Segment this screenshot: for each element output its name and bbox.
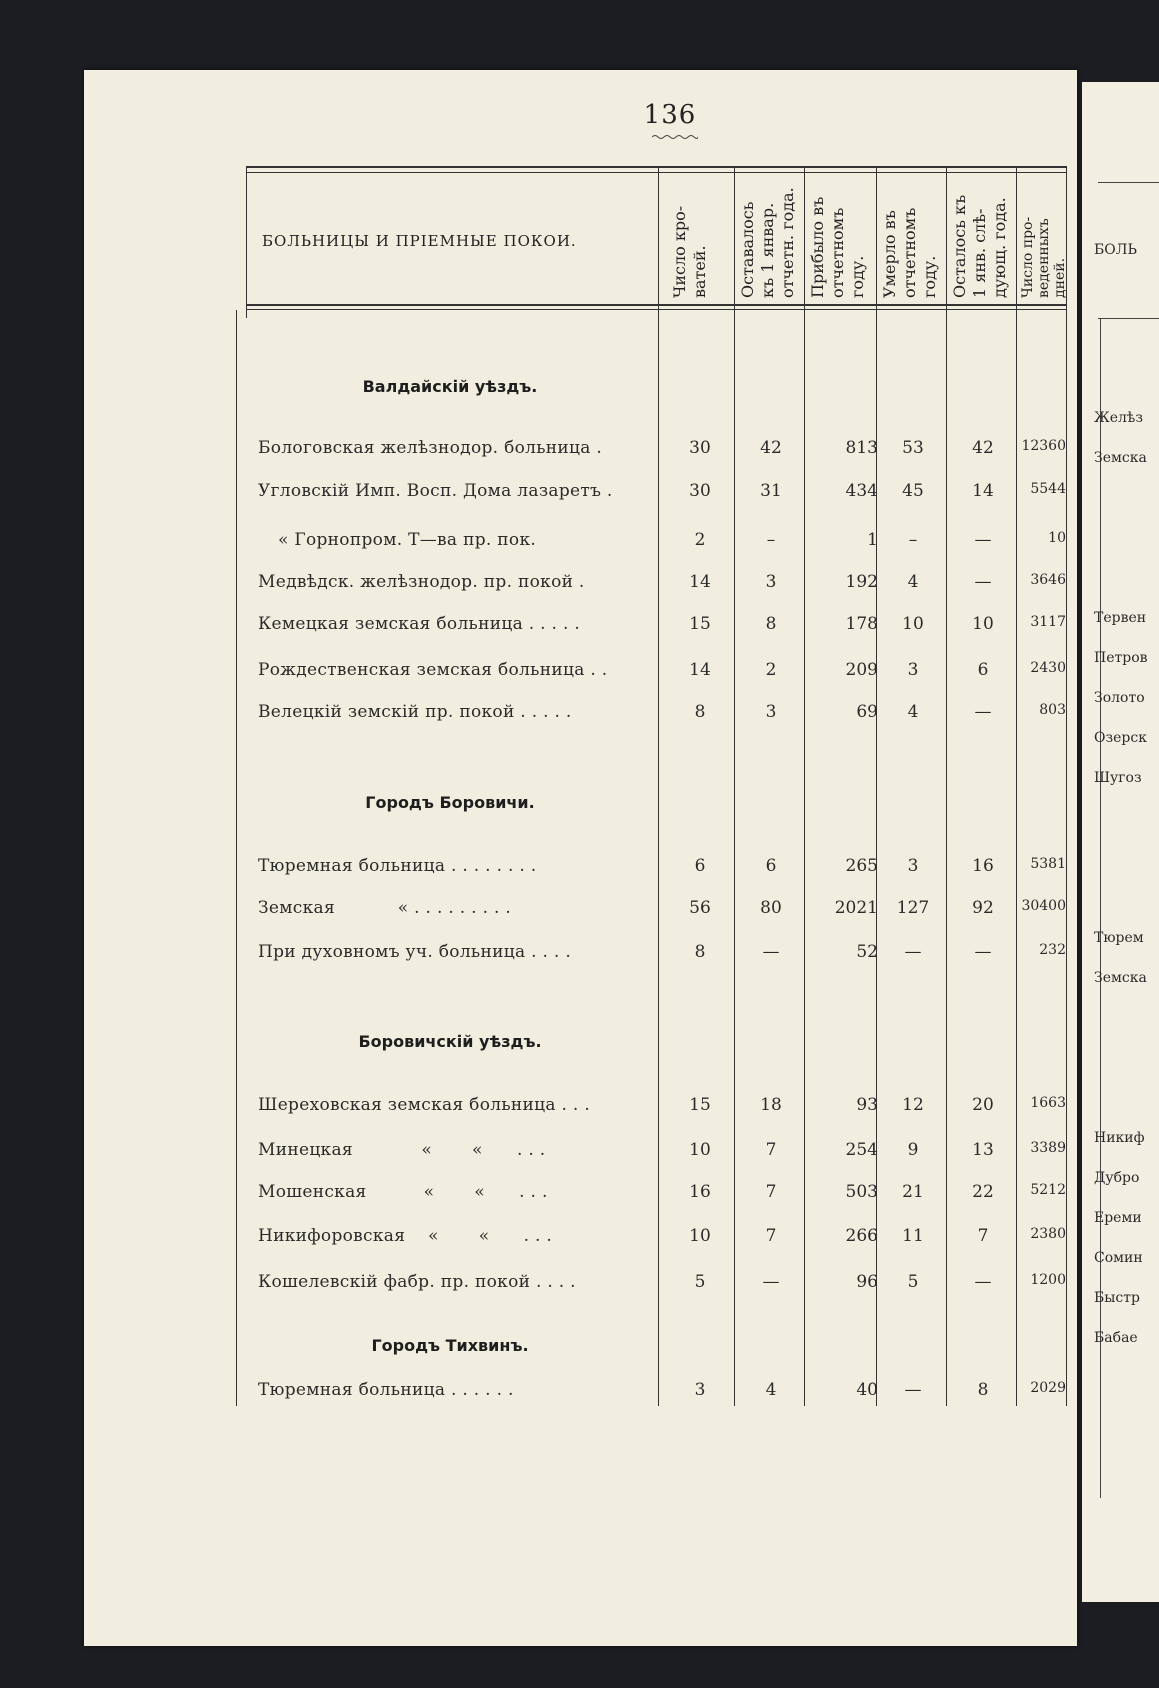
died-cell: – xyxy=(908,530,918,550)
table-row xyxy=(0,1140,1159,1170)
died-cell: 3 xyxy=(907,856,919,876)
days-cell: 3117 xyxy=(1030,614,1066,630)
days-cell: 12360 xyxy=(1021,438,1066,454)
remained-cell: 4 xyxy=(765,1380,777,1400)
days-cell: 5381 xyxy=(1030,856,1066,872)
left-cell: 42 xyxy=(972,438,994,458)
table-row xyxy=(0,942,1159,972)
arrived-cell: 52 xyxy=(856,942,878,962)
column-rule xyxy=(734,166,735,1406)
died-cell: 12 xyxy=(902,1095,924,1115)
died-cell: 3 xyxy=(907,660,919,680)
table-row xyxy=(0,1272,1159,1302)
remained-cell: 42 xyxy=(760,438,782,458)
column-header-died xyxy=(880,174,940,298)
remained-cell: 31 xyxy=(760,481,782,501)
arrived-cell: 96 xyxy=(856,1272,878,1292)
arrived-cell: 266 xyxy=(845,1226,878,1246)
remained-cell: 7 xyxy=(765,1182,777,1202)
left-cell: 20 xyxy=(972,1095,994,1115)
left-cell: — xyxy=(974,1272,992,1292)
adjacent-header: БОЛЬ xyxy=(1094,242,1137,258)
table-top-rule xyxy=(246,166,1066,168)
column-rule xyxy=(804,166,805,1406)
days-cell: 2380 xyxy=(1030,1226,1066,1242)
beds-cell: 30 xyxy=(689,438,711,458)
days-cell: 803 xyxy=(1039,702,1066,718)
section-title: Городъ Тихвинъ. xyxy=(371,1336,529,1355)
beds-cell: 30 xyxy=(689,481,711,501)
table-left-rule xyxy=(246,166,247,318)
hospital-name: Никифоровская « « . . . xyxy=(258,1226,553,1246)
column-header-remained-text: Оставалось къ 1 январ. отчетн. года. xyxy=(738,187,797,298)
hospital-name: Медвѣдск. желѣзнодор. пр. покой . xyxy=(258,572,585,592)
days-cell: 2430 xyxy=(1030,660,1066,676)
beds-cell: 8 xyxy=(694,702,706,722)
arrived-cell: 40 xyxy=(856,1380,878,1400)
header-bottom-rule xyxy=(246,304,1066,306)
hospital-name: Кемецкая земская больница . . . . . xyxy=(258,614,581,634)
remained-cell: — xyxy=(762,1272,780,1292)
died-cell: 21 xyxy=(902,1182,924,1202)
beds-cell: 6 xyxy=(694,856,706,876)
adjacent-item: Ереми xyxy=(1094,1210,1142,1226)
arrived-cell: 265 xyxy=(845,856,878,876)
beds-cell: 15 xyxy=(689,614,711,634)
table-row xyxy=(0,1226,1159,1256)
left-cell: 14 xyxy=(972,481,994,501)
beds-cell: 8 xyxy=(694,942,706,962)
remained-cell: 3 xyxy=(765,572,777,592)
table-row xyxy=(0,1095,1159,1125)
left-cell: — xyxy=(974,942,992,962)
left-cell: 8 xyxy=(977,1380,989,1400)
died-cell: 9 xyxy=(907,1140,919,1160)
table-row xyxy=(0,572,1159,602)
hospital-name: При духовномъ уч. больница . . . . xyxy=(258,942,572,962)
hospital-name: Угловскій Имп. Восп. Дома лазаретъ . xyxy=(258,481,613,501)
left-cell: 22 xyxy=(972,1182,994,1202)
hospital-name: Минецкая « « . . . xyxy=(258,1140,546,1160)
died-cell: — xyxy=(904,1380,922,1400)
adjacent-item: Сомин xyxy=(1094,1250,1143,1266)
remained-cell: – xyxy=(766,530,776,550)
days-cell: 2029 xyxy=(1030,1380,1066,1396)
adjacent-rule xyxy=(1098,318,1159,319)
adjacent-item: Желѣз xyxy=(1094,410,1143,426)
left-cell: 13 xyxy=(972,1140,994,1160)
beds-cell: 2 xyxy=(694,530,706,550)
hospital-name: « Горнопром. Т—ва пр. пок. xyxy=(278,530,537,550)
days-cell: 1200 xyxy=(1030,1272,1066,1288)
section-title: Боровичскій уѣздъ. xyxy=(358,1032,542,1051)
left-cell: 16 xyxy=(972,856,994,876)
table-row xyxy=(0,614,1159,644)
days-cell: 1663 xyxy=(1030,1095,1066,1111)
adjacent-item: Дубро xyxy=(1094,1170,1140,1186)
column-rule xyxy=(1016,166,1017,1406)
hospital-name: Шереховская земская больница . . . xyxy=(258,1095,591,1115)
arrived-cell: 209 xyxy=(845,660,878,680)
section-title: Валдайскій уѣздъ. xyxy=(362,377,538,396)
arrived-cell: 1 xyxy=(867,530,878,550)
days-cell: 232 xyxy=(1039,942,1066,958)
remained-cell: 7 xyxy=(765,1226,777,1246)
died-cell: 4 xyxy=(907,572,919,592)
adjacent-item: Шугоз xyxy=(1094,770,1142,786)
remained-cell: 8 xyxy=(765,614,777,634)
hospital-name: Кошелевскій фабр. пр. покой . . . . xyxy=(258,1272,576,1292)
column-header-days xyxy=(1020,174,1068,298)
column-header-beds xyxy=(670,180,710,298)
table-row xyxy=(0,856,1159,886)
left-cell: — xyxy=(974,530,992,550)
table-title: БОЛЬНИЦЫ И ПРІЕМНЫЕ ПОКОИ. xyxy=(262,232,577,250)
table-row xyxy=(0,702,1159,732)
left-cell: 6 xyxy=(977,660,989,680)
adjacent-item: Земска xyxy=(1094,450,1147,466)
arrived-cell: 93 xyxy=(856,1095,878,1115)
adjacent-item: Земска xyxy=(1094,970,1147,986)
arrived-cell: 2021 xyxy=(834,898,878,918)
left-cell: 92 xyxy=(972,898,994,918)
table-row xyxy=(0,1182,1159,1212)
remained-cell: 6 xyxy=(765,856,777,876)
days-cell: 3646 xyxy=(1030,572,1066,588)
column-rule xyxy=(876,166,877,1406)
arrived-cell: 192 xyxy=(845,572,878,592)
beds-cell: 10 xyxy=(689,1226,711,1246)
page-number-ornament xyxy=(652,134,698,140)
hospital-name: Рождественская земская больница . . xyxy=(258,660,608,680)
column-header-beds-text: Число кро- ватей. xyxy=(670,205,709,298)
hospital-name: Тюремная больница . . . . . . xyxy=(258,1380,514,1400)
arrived-cell: 69 xyxy=(856,702,878,722)
beds-cell: 10 xyxy=(689,1140,711,1160)
table-row xyxy=(0,898,1159,928)
days-cell: 5212 xyxy=(1030,1182,1066,1198)
died-cell: 53 xyxy=(902,438,924,458)
days-cell: 5544 xyxy=(1030,481,1066,497)
remained-cell: 2 xyxy=(765,660,777,680)
column-header-left-text: Осталось къ 1 янв. слѣ- дующ. года. xyxy=(950,194,1009,298)
table-right-rule xyxy=(1066,166,1067,1406)
header-bottom-rule-thin xyxy=(246,309,1066,310)
died-cell: 127 xyxy=(896,898,930,918)
died-cell: 10 xyxy=(902,614,924,634)
column-header-arrived xyxy=(808,174,868,298)
remained-cell: 3 xyxy=(765,702,777,722)
column-header-left xyxy=(950,174,1010,298)
left-cell: — xyxy=(974,702,992,722)
days-cell: 10 xyxy=(1048,530,1066,546)
column-header-days-text: Число про- веденныхъ дней. xyxy=(1020,216,1068,298)
died-cell: 11 xyxy=(902,1226,924,1246)
left-cell: 7 xyxy=(977,1226,989,1246)
hospital-name: Земская « . . . . . . . . . xyxy=(258,898,512,918)
remained-cell: 18 xyxy=(760,1095,782,1115)
died-cell: 5 xyxy=(907,1272,919,1292)
page-number: 136 xyxy=(643,100,697,130)
remained-cell: 80 xyxy=(760,898,782,918)
arrived-cell: 254 xyxy=(845,1140,878,1160)
beds-cell: 3 xyxy=(694,1380,706,1400)
adjacent-item: Никиф xyxy=(1094,1130,1145,1146)
adjacent-item: Бабае xyxy=(1094,1330,1138,1346)
adjacent-page-edge xyxy=(1082,82,1159,1602)
column-header-died-text: Умерло въ отчетномъ году. xyxy=(880,207,939,298)
column-rule xyxy=(658,166,659,1406)
table-row xyxy=(0,530,1159,560)
adjacent-item: Тюрем xyxy=(1094,930,1144,946)
table-row xyxy=(0,481,1159,511)
adjacent-item: Тервен xyxy=(1094,610,1147,626)
died-cell: 45 xyxy=(902,481,924,501)
beds-cell: 16 xyxy=(689,1182,711,1202)
died-cell: — xyxy=(904,942,922,962)
adjacent-item: Озерск xyxy=(1094,730,1147,746)
left-cell: 10 xyxy=(972,614,994,634)
beds-cell: 5 xyxy=(694,1272,706,1292)
days-cell: 3389 xyxy=(1030,1140,1066,1156)
column-header-remained xyxy=(738,174,798,298)
beds-cell: 56 xyxy=(689,898,711,918)
arrived-cell: 178 xyxy=(845,614,878,634)
adjacent-rule xyxy=(1098,182,1159,183)
table-top-rule-thin xyxy=(246,172,1066,173)
hospital-name: Бологовская желѣзнодор. больница . xyxy=(258,438,603,458)
adjacent-item: Быстр xyxy=(1094,1290,1140,1306)
table-row xyxy=(0,660,1159,690)
beds-cell: 14 xyxy=(689,572,711,592)
days-cell: 30400 xyxy=(1021,898,1066,914)
table-row xyxy=(0,1380,1159,1410)
column-rule xyxy=(946,166,947,1406)
arrived-cell: 813 xyxy=(845,438,878,458)
left-cell: — xyxy=(974,572,992,592)
adjacent-item: Петров xyxy=(1094,650,1148,666)
hospital-name: Мошенская « « . . . xyxy=(258,1182,548,1202)
table-row xyxy=(0,438,1159,468)
beds-cell: 15 xyxy=(689,1095,711,1115)
section-title: Городъ Боровичи. xyxy=(365,793,535,812)
beds-cell: 14 xyxy=(689,660,711,680)
hospital-name: Тюремная больница . . . . . . . . xyxy=(258,856,537,876)
arrived-cell: 503 xyxy=(845,1182,878,1202)
adjacent-item: Золото xyxy=(1094,690,1145,706)
died-cell: 4 xyxy=(907,702,919,722)
remained-cell: 7 xyxy=(765,1140,777,1160)
column-header-arrived-text: Прибыло въ отчетномъ году. xyxy=(808,196,867,298)
hospital-name: Велецкій земскій пр. покой . . . . . xyxy=(258,702,572,722)
remained-cell: — xyxy=(762,942,780,962)
arrived-cell: 434 xyxy=(845,481,878,501)
